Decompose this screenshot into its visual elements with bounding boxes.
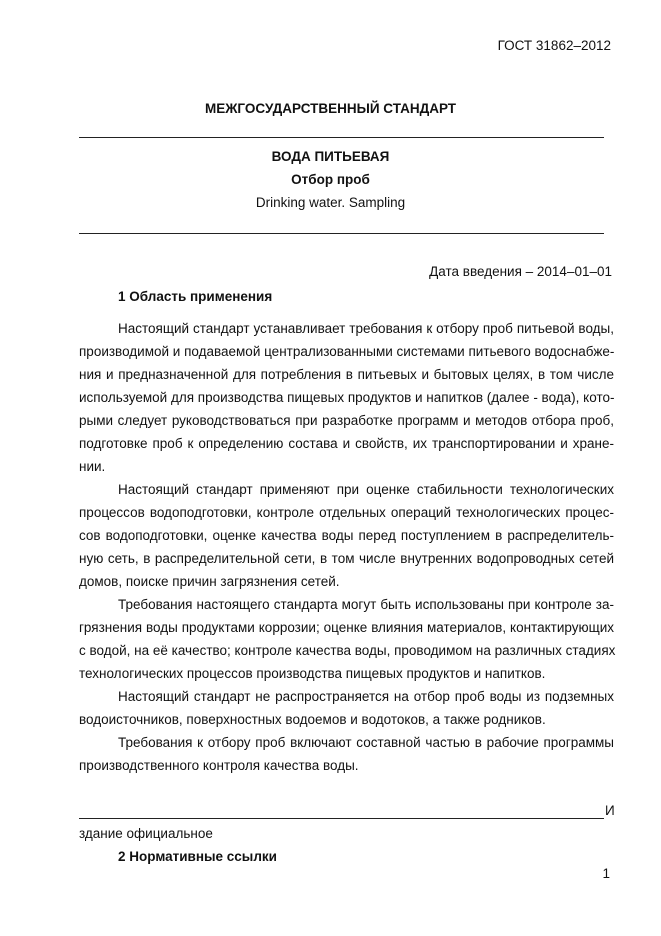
document-subtitle: Отбор проб bbox=[291, 172, 370, 187]
document-code: ГОСТ 31862–2012 bbox=[497, 38, 611, 53]
edition-note-start: И bbox=[605, 803, 615, 818]
standard-type: МЕЖГОСУДАРСТВЕННЫЙ СТАНДАРТ bbox=[204, 101, 457, 116]
section-2-heading: 2 Нормативные ссылки bbox=[118, 849, 277, 864]
introduction-date: Дата введения – 2014–01–01 bbox=[429, 264, 612, 279]
section-1-paragraph-3 bbox=[79, 593, 614, 685]
paragraph-line: используемой для производства пищевых продуктов и напитков (далее - вода), кото- bbox=[79, 390, 615, 405]
paragraph-line: производственного контроля качества воды. bbox=[79, 758, 359, 773]
english-title: Drinking water. Sampling bbox=[255, 195, 406, 210]
paragraph-line: технологических процессов производства пищевых продуктов и напитков. bbox=[79, 666, 546, 681]
section-1-paragraph-2 bbox=[79, 478, 614, 593]
paragraph-line: процессов водоподготовки, контроле отдельных операций технологических процес- bbox=[79, 505, 614, 520]
section-1-heading: 1 Область применения bbox=[118, 289, 273, 304]
paragraph-line: рыми следует руководствоваться при разработке программ и методов отбора проб, bbox=[79, 413, 614, 428]
paragraph-line: Настоящий стандарт применяют при оценке стабильности технологических bbox=[118, 482, 614, 497]
paragraph-line: нии. bbox=[79, 459, 106, 474]
section-1-paragraph-5 bbox=[79, 731, 614, 777]
title-top-rule bbox=[79, 137, 604, 138]
title-bottom-rule bbox=[79, 233, 604, 234]
paragraph-line: сов водоподготовки, оценке качества воды перед поступлением в распределитель- bbox=[79, 528, 614, 543]
paragraph-line: грязнения воды продуктами коррозии; оценке влияния материалов, контактирующих bbox=[79, 620, 614, 635]
edition-note-end: здание официальное bbox=[79, 826, 213, 841]
paragraph-line: ния и предназначенной для потребления в питьевых и бытовых целях, в том числе bbox=[79, 367, 614, 382]
page-number: 1 bbox=[602, 866, 610, 881]
paragraph-line: ную сеть, в распределительной сети, в том числе внутренних водопроводных сетей bbox=[79, 551, 614, 566]
section-1-paragraph-4 bbox=[79, 685, 614, 731]
paragraph-line: домов, поиске причин загрязнения сетей. bbox=[79, 574, 340, 589]
paragraph-line: водоисточников, поверхностных водоемов и водотоков, а также родников. bbox=[79, 712, 546, 727]
paragraph-line: с водой, на её качество; контроле качества воды, проводимом на различных стадиях bbox=[79, 643, 616, 658]
paragraph-line: Требования настоящего стандарта могут быть использованы при контроле за- bbox=[118, 597, 614, 612]
document-title: ВОДА ПИТЬЕВАЯ bbox=[271, 149, 390, 164]
paragraph-line: производимой и подаваемой централизованными системами питьевого водоснабже- bbox=[79, 344, 615, 359]
footer-rule bbox=[79, 818, 604, 819]
paragraph-line: Настоящий стандарт устанавливает требования к отбору проб питьевой воды, bbox=[118, 321, 614, 336]
paragraph-line: подготовке проб к определению состава и свойств, их транспортировании и хране- bbox=[79, 436, 614, 451]
section-1-paragraph-1 bbox=[79, 317, 614, 478]
paragraph-line: Требования к отбору проб включают составной частью в рабочие программы bbox=[118, 735, 614, 750]
paragraph-line: Настоящий стандарт не распространяется на отбор проб воды из подземных bbox=[118, 689, 614, 704]
